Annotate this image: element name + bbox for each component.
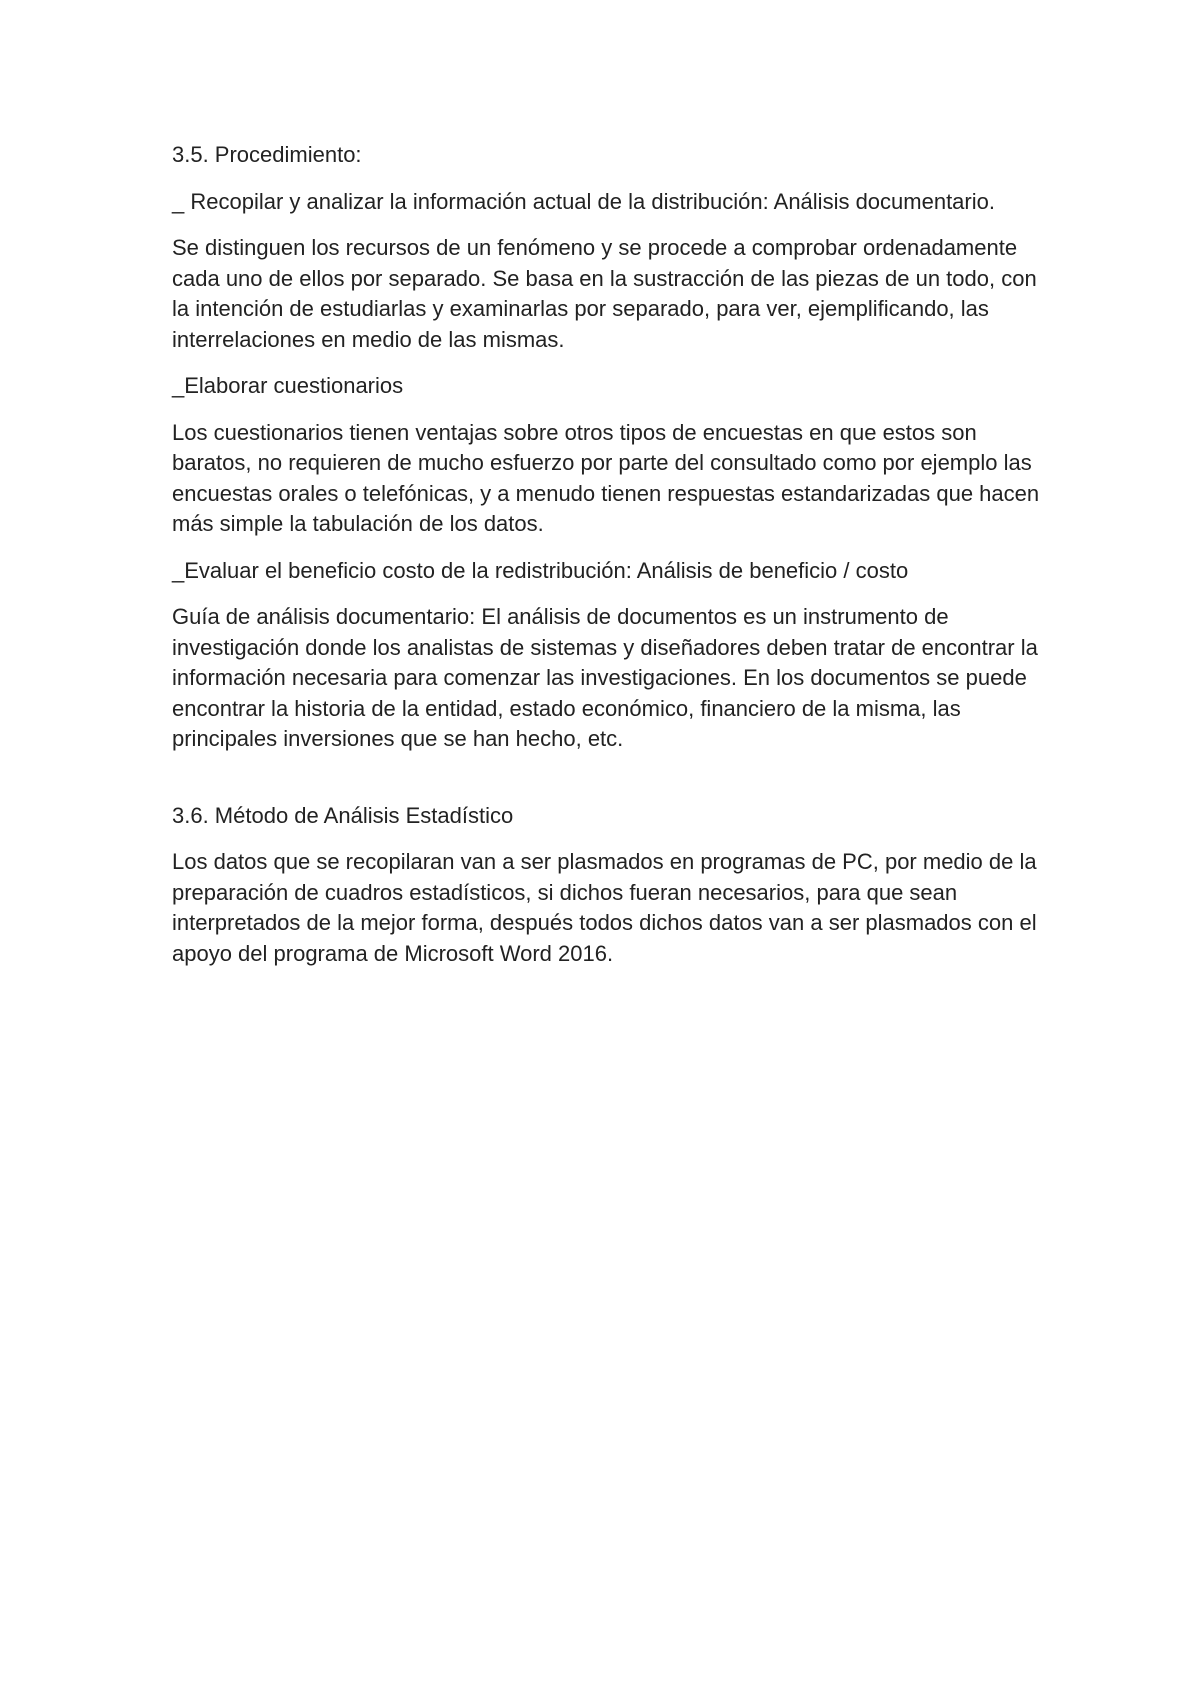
- procedure-step-recopilar: _ Recopilar y analizar la información actual de la distribución: Análisis documentario.: [172, 188, 995, 214]
- procedure-step-cuestionarios: _Elaborar cuestionarios: [172, 373, 404, 398]
- document-body: [172, 140, 1042, 985]
- metodo-estadistico-description: Los datos que se recopilaran van a ser plasmados en programas de PC, por medio de la preparación de cuadros estadísticos, si dichos fueran necesarios, para que sean interpretados de la mejor forma, después todos dichos datos van a ser plasmados con el apoyo del programa de Microsoft Word 2016.: [172, 849, 1037, 966]
- procedure-step-beneficio-costo: _Evaluar el beneficio costo de la redistribución: Análisis de beneficio / costo: [172, 557, 909, 583]
- section-heading-procedimiento: 3.5. Procedimiento:: [172, 142, 362, 167]
- procedure-step-recopilar-description: Se distinguen los recursos de un fenómeno y se procede a comprobar ordenadamente cada uno de ellos por separado. Se basa en la sustracción de las piezas de un todo, con la intención de estudiarlas y examinarlas por separado, para ver, ejemplificando, las interrelaciones en medio de las mismas.: [172, 235, 1037, 352]
- section-heading-metodo-estadistico: 3.6. Método de Análisis Estadístico: [172, 802, 514, 828]
- procedure-step-beneficio-costo-description: Guía de análisis documentario: El análisis de documentos es un instrumento de investigación donde los analistas de sistemas y diseñadores deben tratar de encontrar la información necesaria para comenzar las investigaciones. En los documentos se puede encontrar la historia de la entidad, estado económico, financiero de la misma, las principales inversiones que se han hecho, etc.: [172, 604, 1038, 751]
- procedure-step-cuestionarios-description: Los cuestionarios tienen ventajas sobre otros tipos de encuestas en que estos son baratos, no requieren de mucho esfuerzo por parte del consultado como por ejemplo las encuestas orales o telefónicas, y a menudo tienen respuestas estandarizadas que hacen más simple la tabulación de los datos.: [172, 419, 1040, 536]
